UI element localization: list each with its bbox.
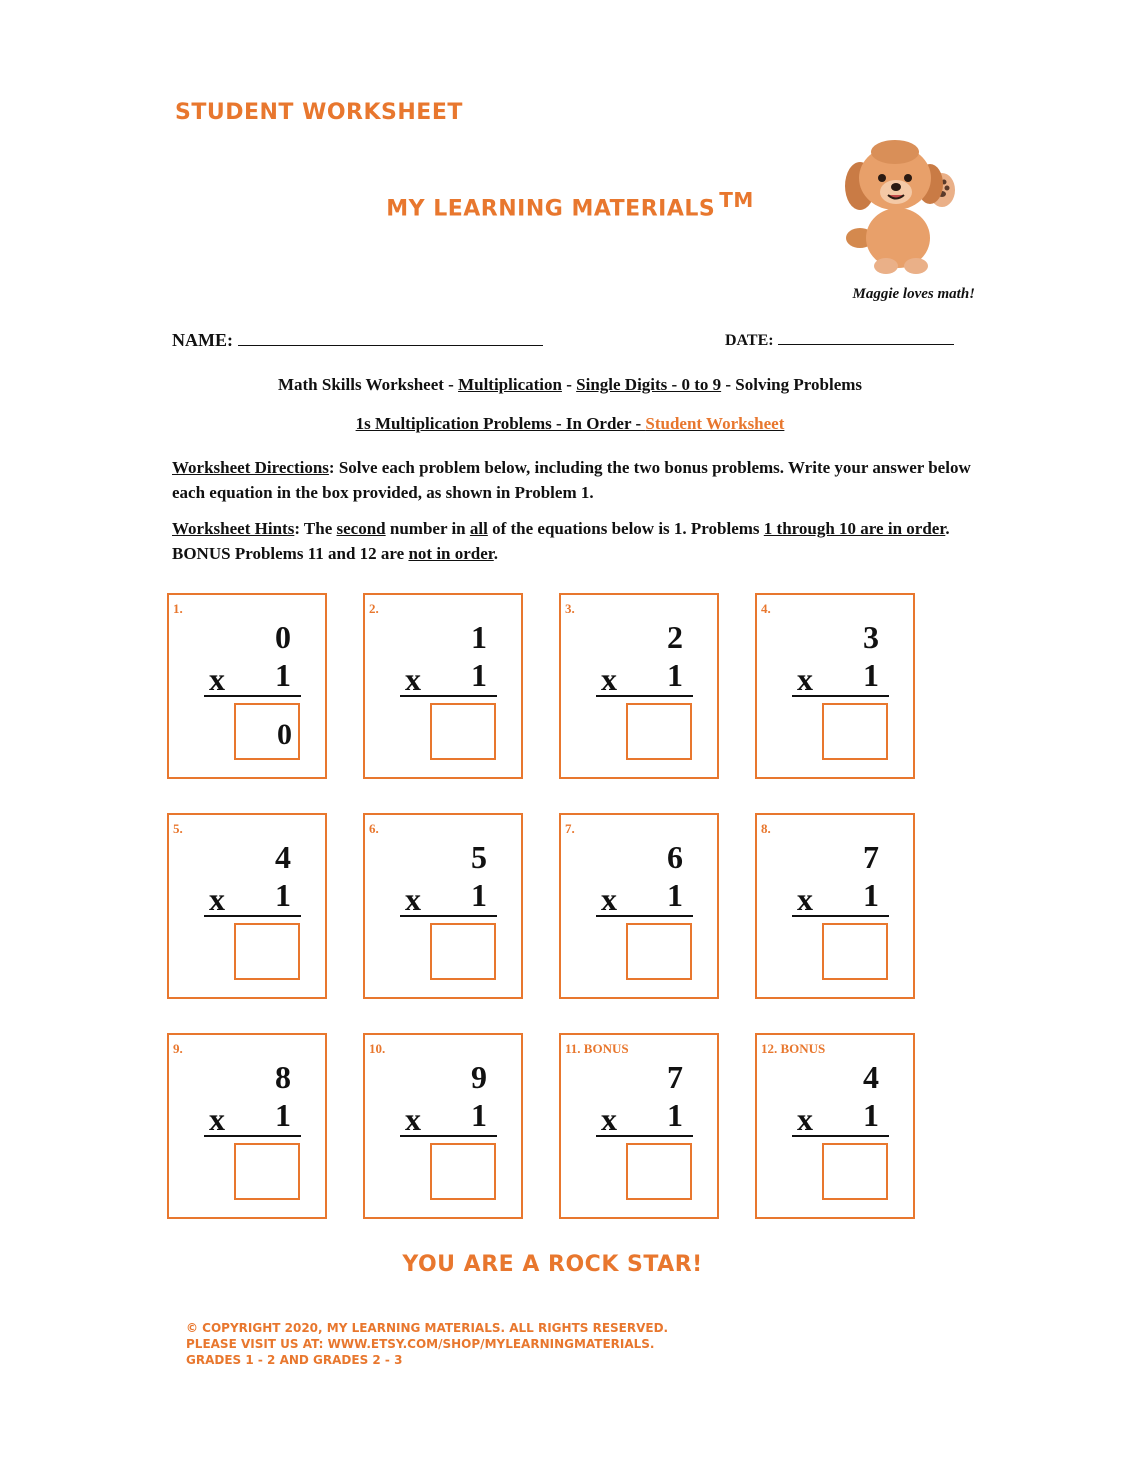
trademark-mark: TM	[719, 188, 754, 212]
multiply-operator: x	[209, 661, 225, 697]
multiply-operator: x	[797, 661, 813, 697]
answer-box[interactable]	[626, 923, 692, 980]
multiplier: 1	[471, 657, 487, 693]
equation-line	[596, 1135, 693, 1137]
answer-box[interactable]	[430, 923, 496, 980]
hints-label: Worksheet Hints	[172, 519, 295, 538]
multiplier: 1	[667, 1097, 683, 1133]
multiplier: 1	[471, 877, 487, 913]
multiplier: 1	[275, 657, 291, 693]
problem-number: 10.	[369, 1041, 386, 1056]
multiplicand: 4	[275, 839, 291, 875]
visit-line: PLEASE VISIT US AT: WWW.ETSY.COM/SHOP/MYLEARNINGMATERIALS.	[186, 1337, 655, 1351]
mascot-caption: Maggie loves math!	[852, 286, 975, 302]
equation-line	[204, 695, 301, 697]
multiply-operator: x	[209, 1101, 225, 1137]
answer-box[interactable]	[822, 923, 888, 980]
date-label: DATE:	[725, 332, 774, 349]
multiplicand: 9	[471, 1059, 487, 1095]
subtitle2-text: 1s Multiplication Problems - In Order -	[355, 414, 646, 433]
name-field[interactable]	[172, 330, 543, 351]
multiply-operator: x	[601, 661, 617, 697]
equation-line	[204, 915, 301, 917]
hints-text: .	[493, 544, 499, 563]
grades-line: GRADES 1 - 2 AND GRADES 2 - 3	[186, 1353, 403, 1367]
subtitle-suffix: - Solving Problems	[721, 375, 863, 394]
problem-card	[755, 813, 915, 999]
problem-card	[755, 593, 915, 779]
multiplier: 1	[667, 877, 683, 913]
name-blank-line[interactable]	[238, 331, 543, 346]
problem-number: 3.	[565, 601, 575, 616]
problem-number: 8.	[761, 821, 771, 836]
worksheet-header-title: STUDENT WORKSHEET	[175, 100, 463, 125]
brand-name	[0, 188, 1140, 221]
equation-line	[400, 915, 497, 917]
hints-emphasis: 1 through 10 are in order	[763, 519, 946, 538]
multiply-operator: x	[405, 1101, 421, 1137]
hints-emphasis: all	[469, 519, 488, 538]
multiplicand: 4	[863, 1059, 879, 1095]
answer-box[interactable]	[430, 1143, 496, 1200]
puppy-mascot-icon	[838, 138, 968, 278]
answer-box[interactable]	[822, 1143, 888, 1200]
answer-box[interactable]	[626, 1143, 692, 1200]
problem-number: 9.	[173, 1041, 183, 1056]
bonus-problem-card	[559, 1033, 719, 1219]
date-field[interactable]	[725, 330, 954, 350]
multiplier: 1	[275, 1097, 291, 1133]
name-label: NAME:	[172, 330, 233, 350]
problem-card	[167, 1033, 327, 1219]
brand-text: MY LEARNING MATERIALS	[386, 196, 716, 222]
multiply-operator: x	[797, 1101, 813, 1137]
copyright-block	[186, 1320, 886, 1368]
multiply-operator: x	[405, 661, 421, 697]
multiplier: 1	[471, 1097, 487, 1133]
answer-box[interactable]: 0	[234, 703, 300, 760]
multiply-operator: x	[601, 1101, 617, 1137]
bonus-problem-card	[755, 1033, 915, 1219]
worksheet-hints	[172, 516, 972, 566]
subtitle-range: Single Digits - 0 to 9	[576, 375, 722, 394]
hints-text: : The	[294, 519, 337, 538]
multiplicand: 7	[863, 839, 879, 875]
answer-box[interactable]	[822, 703, 888, 760]
problem-number: 6.	[369, 821, 379, 836]
answer-box[interactable]	[626, 703, 692, 760]
worksheet-subtitle	[0, 375, 1140, 395]
problem-card	[167, 813, 327, 999]
problem-number: 5.	[173, 821, 183, 836]
problem-number: 11. BONUS	[565, 1041, 629, 1056]
equation-line	[400, 1135, 497, 1137]
problem-card	[559, 593, 719, 779]
equation-line	[792, 915, 889, 917]
problem-card	[363, 813, 523, 999]
multiplicand: 5	[471, 839, 487, 875]
hints-text: . BONUS Problems 11 and 12 are	[172, 519, 950, 563]
problem-number: 12. BONUS	[761, 1041, 826, 1056]
multiply-operator: x	[601, 881, 617, 917]
copyright-line: © COPYRIGHT 2020, MY LEARNING MATERIALS. ALL RIGHTS RESERVED.	[186, 1321, 669, 1335]
directions-label: Worksheet Directions	[172, 458, 329, 477]
multiplicand: 0	[275, 619, 291, 655]
multiplier: 1	[275, 877, 291, 913]
problem-grid	[167, 593, 927, 1233]
equation-line	[792, 1135, 889, 1137]
multiplier: 1	[863, 657, 879, 693]
problem-card	[167, 593, 327, 779]
multiplicand: 8	[275, 1059, 291, 1095]
multiplier: 1	[863, 877, 879, 913]
multiplicand: 6	[667, 839, 683, 875]
multiplicand: 2	[667, 619, 683, 655]
multiplicand: 1	[471, 619, 487, 655]
subtitle-topic: Multiplication	[458, 375, 562, 394]
hints-emphasis: not in order	[408, 544, 494, 563]
multiply-operator: x	[405, 881, 421, 917]
multiplier: 1	[863, 1097, 879, 1133]
problem-card	[363, 593, 523, 779]
multiply-operator: x	[209, 881, 225, 917]
equation-line	[792, 695, 889, 697]
answer-box[interactable]	[430, 703, 496, 760]
problem-number: 1.	[173, 601, 183, 616]
date-blank-line[interactable]	[778, 330, 954, 345]
problem-number: 4.	[761, 601, 771, 616]
multiplicand: 3	[863, 619, 879, 655]
problem-number: 7.	[565, 821, 575, 836]
subtitle-text: Math Skills Worksheet -	[277, 375, 459, 394]
student-worksheet-tag: Student Worksheet	[645, 414, 785, 433]
problem-number: 2.	[369, 601, 379, 616]
multiplicand: 7	[667, 1059, 683, 1095]
equation-line	[596, 695, 693, 697]
answer-box[interactable]	[234, 1143, 300, 1200]
equation-line	[596, 915, 693, 917]
hints-text: of the equations below is 1. Problems	[487, 519, 764, 538]
worksheet-subtitle-2	[0, 414, 1140, 434]
equation-line	[400, 695, 497, 697]
worksheet-directions	[172, 455, 972, 505]
multiply-operator: x	[797, 881, 813, 917]
answer-box[interactable]	[234, 923, 300, 980]
subtitle-separator: -	[561, 375, 577, 394]
equation-line	[204, 1135, 301, 1137]
directions-text: : Solve each problem below, including the two bonus problems. Write your answer below each equation in the box provided, as shown in Problem 1.	[172, 458, 971, 502]
multiplier: 1	[667, 657, 683, 693]
problem-card	[559, 813, 719, 999]
hints-text: number in	[385, 519, 470, 538]
rock-star-message: YOU ARE A ROCK STAR!	[402, 1252, 703, 1277]
hints-emphasis: second	[336, 519, 386, 538]
problem-card	[363, 1033, 523, 1219]
